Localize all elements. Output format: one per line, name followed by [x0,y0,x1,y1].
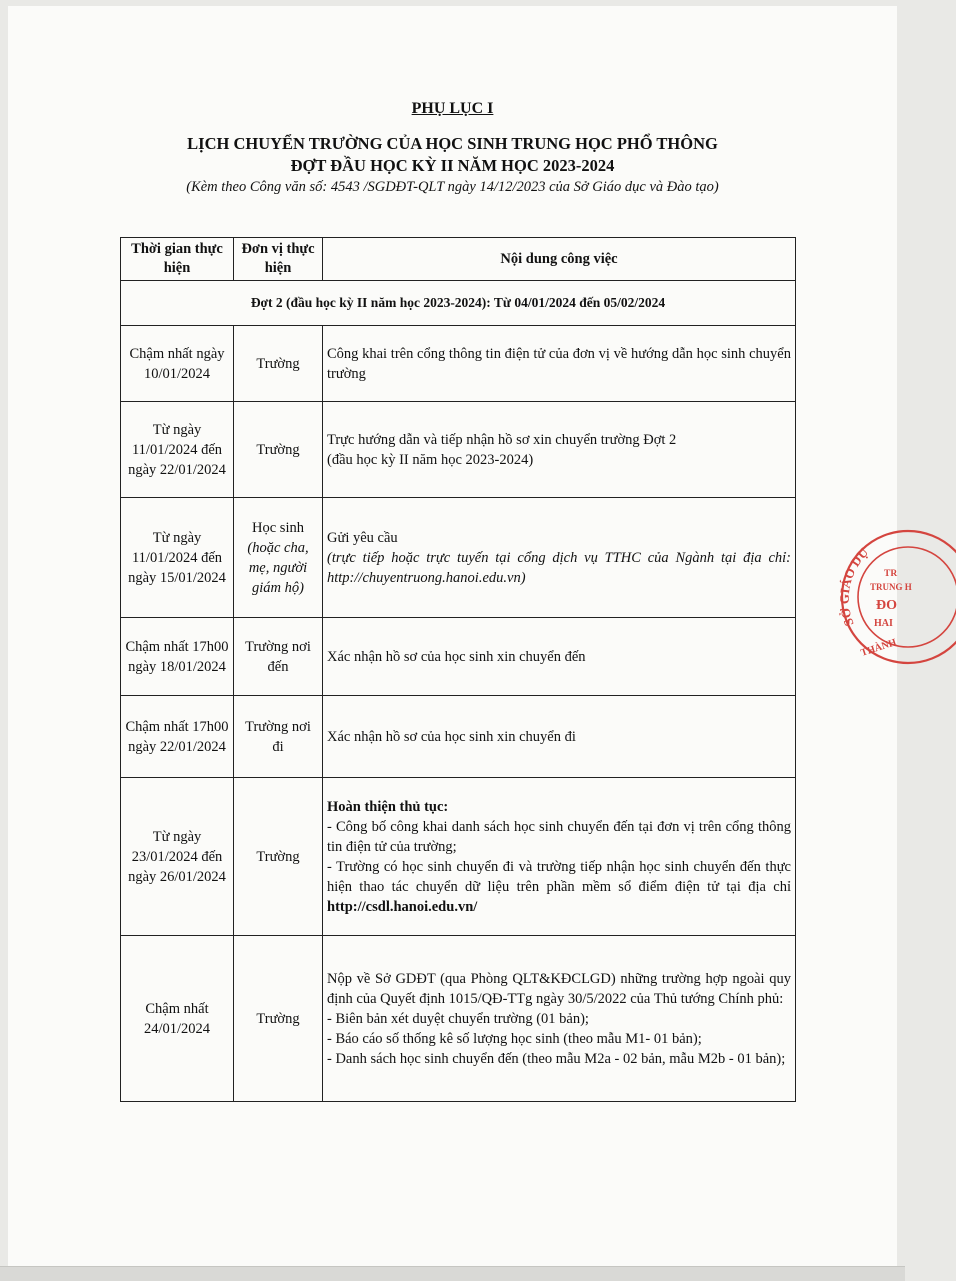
task-cell: Xác nhận hồ sơ của học sinh xin chuyển đi [323,696,796,778]
task-line: Gửi yêu cầu [327,529,398,546]
unit-cell: Trường nơi đến [234,618,323,696]
seal-inner-text-1: TR [884,569,898,579]
time-cell: Chậm nhất ngày 10/01/2024 [121,326,234,402]
task-cell [323,498,796,618]
unit-cell: Trường nơi đi [234,696,323,778]
official-seal-stamp [836,524,956,670]
unit-label: Học sinh [252,519,304,536]
task-cell: Công khai trên cổng thông tin điện tử của đơn vị về hướng dẫn học sinh chuyển trường [323,326,796,402]
document-title [0,133,905,177]
unit-cell: Trường [234,402,323,498]
task-item: - Danh sách học sinh chuyển đến (theo mẫu M2a - 02 bản, mẫu M2b - 01 bản); [327,1050,786,1067]
task-item: - Báo cáo số thống kê số lượng học sinh (theo mẫu M1- 01 bản); [327,1030,702,1047]
task-intro: Nộp về Sở GDĐT (qua Phòng QLT&KĐCLGD) những trường hợp ngoài quy định của Quyết định 1015/QĐ-TTg ngày 30/5/2022 của Thủ tướng Chính phủ: [327,970,791,1007]
title-line-1: LỊCH CHUYỂN TRƯỜNG CỦA HỌC SINH TRUNG HỌC PHỔ THÔNG [187,134,718,153]
seal-bottom-text: THÀNH [859,637,898,659]
appendix-title: PHỤ LỤC I [411,100,494,117]
task-heading: Hoàn thiện thủ tục: [327,798,449,815]
seal-inner-ring [858,547,956,647]
period-cell: Đợt 2 (đầu học kỳ II năm học 2023-2024): Từ 04/01/2024 đến 05/02/2024 [121,281,796,326]
header-time: Thời gian thực hiện [121,238,234,281]
time-cell: Chậm nhất 17h00 ngày 22/01/2024 [121,696,234,778]
task-cell [323,778,796,936]
sodiem-url-link[interactable]: http://csdl.hanoi.edu.vn/ [327,898,478,915]
task-cell: Xác nhận hồ sơ của học sinh xin chuyển đến [323,618,796,696]
task-cell [323,936,796,1102]
task-cell [323,402,796,498]
unit-cell [234,498,323,618]
schedule-table [120,237,796,1102]
seal-inner-text-4: HAI [874,618,893,629]
header-unit: Đơn vị thực hiện [234,238,323,281]
task-item: - Biên bản xét duyệt chuyển trường (01 bản); [327,1010,589,1027]
table-row [121,326,796,402]
task-item-text: - Trường có học sinh chuyển đi và trường tiếp nhận học sinh chuyển đến thực hiện thao tác chuyển dữ liệu trên phần mềm sổ điểm điện tử tại địa chỉ [327,858,791,895]
table-row [121,778,796,936]
task-item [327,857,791,917]
task-line: Trực hướng dẫn và tiếp nhận hồ sơ xin chuyển trường Đợt 2 [327,431,677,448]
time-cell: Từ ngày 11/01/2024 đến ngày 22/01/2024 [121,402,234,498]
unit-cell: Trường [234,326,323,402]
task-line: (đầu học kỳ II năm học 2023-2024) [327,451,534,468]
title-line-2: ĐỢT ĐẦU HỌC KỲ II NĂM HỌC 2023-2024 [290,156,615,175]
table-header-row [121,238,796,281]
page-bottom-edge [0,1266,905,1281]
unit-cell: Trường [234,778,323,936]
unit-note: (hoặc cha, mẹ, người giám hộ) [247,539,309,596]
seal-inner-text-3: ĐO [876,598,897,613]
seal-arc-text: SỞ GIÁO DỤ [836,544,872,629]
seal-inner-text-2: TRUNG H [870,582,912,592]
table-row [121,498,796,618]
time-cell: Chậm nhất 17h00 ngày 18/01/2024 [121,618,234,696]
table-row [121,936,796,1102]
period-row [121,281,796,326]
table-row [121,696,796,778]
document-subtitle: (Kèm theo Công văn số: 4543 /SGDĐT-QLT ngày 14/12/2023 của Sở Giáo dục và Đào tạo) [186,179,719,195]
task-note: (trực tiếp hoặc trực tuyến tại cổng dịch vụ TTHC của Ngành tại địa chỉ: http://chuyentruong.hanoi.edu.vn) [327,549,791,586]
table-row [121,402,796,498]
unit-cell: Trường [234,936,323,1102]
time-cell: Từ ngày 11/01/2024 đến ngày 15/01/2024 [121,498,234,618]
header-task: Nội dung công việc [323,238,796,281]
time-cell: Chậm nhất 24/01/2024 [121,936,234,1102]
time-cell: Từ ngày 23/01/2024 đến ngày 26/01/2024 [121,778,234,936]
task-item: - Công bố công khai danh sách học sinh chuyển đến tại đơn vị trên cổng thông tin điện tử của trường; [327,818,791,855]
table-row [121,618,796,696]
